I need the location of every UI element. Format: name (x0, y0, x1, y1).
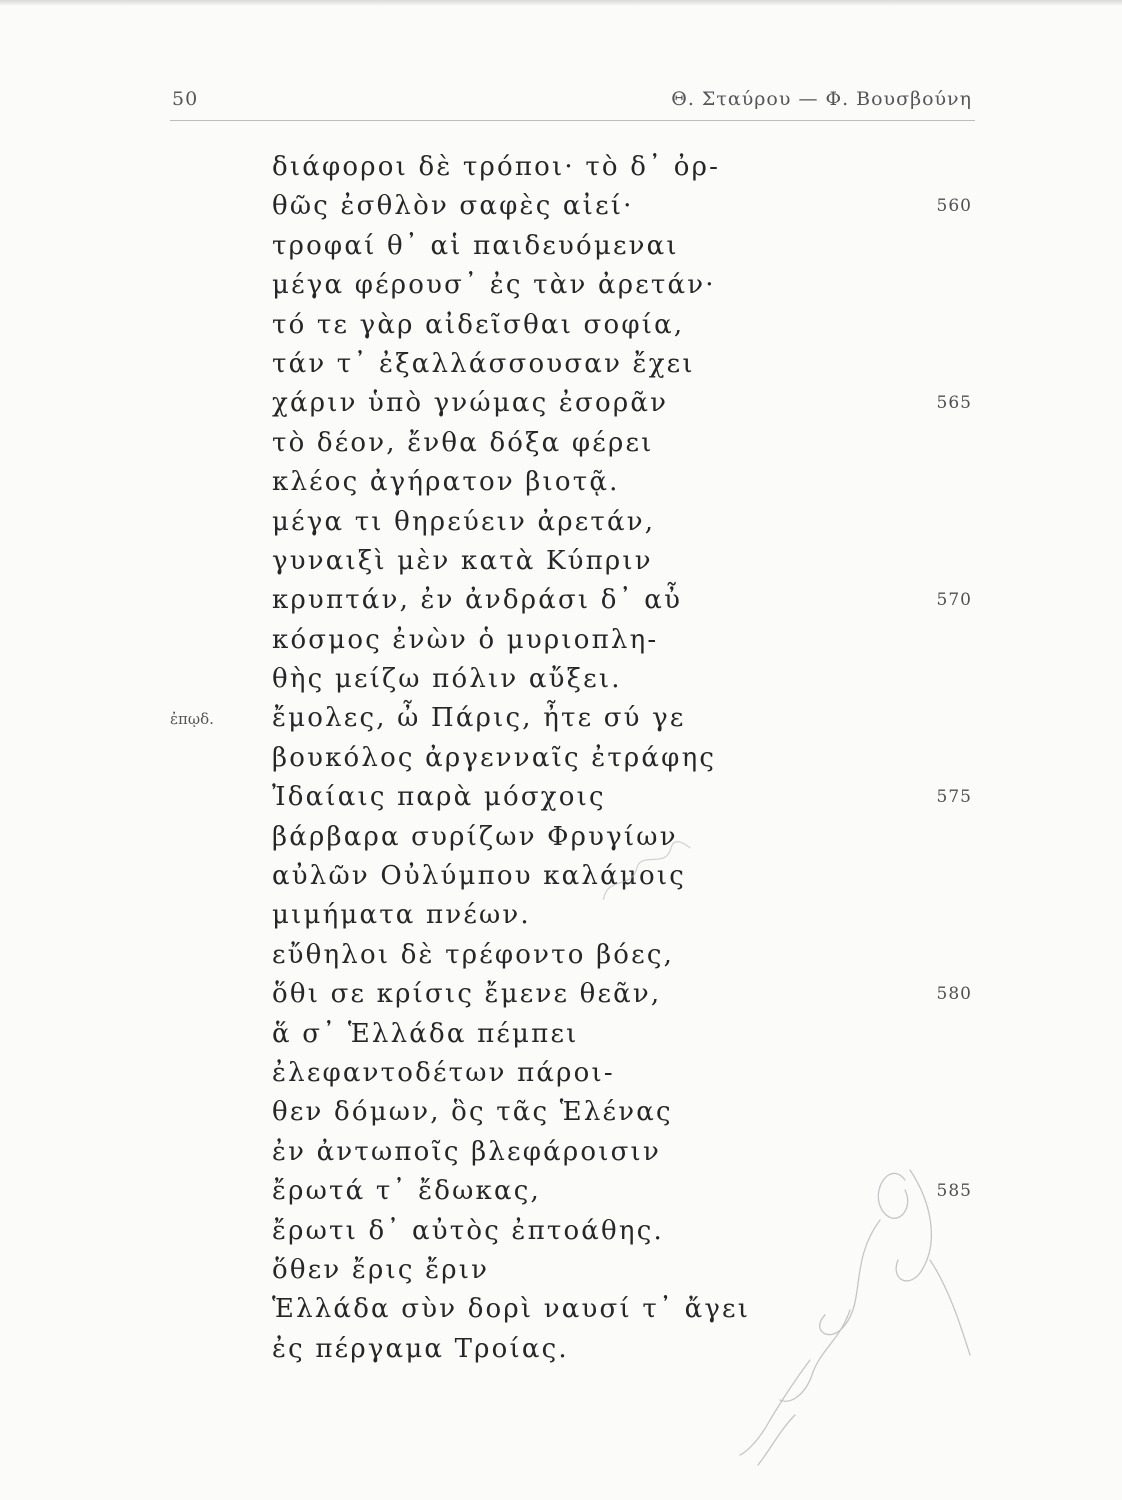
verse-text: βουκόλος ἀργενναῖς ἐτράφης (272, 742, 717, 773)
verse-text: κλέος ἀγήρατον βιοτᾷ. (272, 467, 620, 498)
page-number: 50 (172, 88, 199, 110)
verse-text: κόσμος ἐνὼν ὁ μυριοπλη- (272, 624, 659, 655)
verse-text: μιμήματα πνέων. (272, 900, 531, 931)
verse-line (0, 818, 1122, 857)
verse-text: Ἑλλάδα σὺν δορὶ ναυσί τ᾽ ἄγει (272, 1294, 751, 1325)
verse-line (0, 1133, 1122, 1172)
verse-text: μέγα φέρουσ᾽ ἐς τὰν ἀρετάν· (272, 270, 716, 301)
section-label: ἐπῳδ. (170, 710, 214, 729)
verse-line (0, 1251, 1122, 1290)
verse-line (0, 187, 1122, 226)
line-number: 585 (936, 1181, 972, 1202)
verse-text: ἔρωτά τ᾽ ἔδωκας, (272, 1176, 541, 1207)
running-head: Θ. Σταύρου — Φ. Βουσβούνη (671, 88, 972, 110)
header-rule (170, 120, 975, 121)
verse-line (0, 424, 1122, 463)
verse-line (0, 148, 1122, 187)
verse-text: χάριν ὑπὸ γνώμας ἐσορᾶν (272, 388, 669, 419)
verse-line (0, 739, 1122, 778)
verse-line (0, 1212, 1122, 1251)
verse-text: τό τε γὰρ αἰδεῖσθαι σοφία, (272, 309, 685, 340)
verse-line (0, 896, 1122, 935)
line-number: 580 (936, 984, 972, 1005)
line-number: 575 (936, 787, 972, 808)
verse-line (0, 778, 1122, 817)
verse-line (0, 227, 1122, 266)
verse-line (0, 503, 1122, 542)
verse-text: τάν τ᾽ ἐξαλλάσσουσαν ἔχει (272, 348, 695, 379)
line-number: 570 (936, 590, 972, 611)
poem-text (0, 148, 1122, 1369)
verse-line (0, 1330, 1122, 1369)
verse-line (0, 384, 1122, 423)
verse-line (0, 660, 1122, 699)
page-header (0, 0, 1122, 130)
line-number: 565 (936, 393, 972, 414)
verse-text: ὅθι σε κρίσις ἔμενε θεᾶν, (272, 979, 662, 1010)
verse-text: μέγα τι θηρεύειν ἀρετάν, (272, 506, 656, 537)
verse-text: γυναιξὶ μὲν κατὰ Κύπριν (272, 545, 653, 576)
verse-text: ἐν ἀντωποῖς βλεφάροισιν (272, 1136, 661, 1167)
verse-line (0, 306, 1122, 345)
verse-text: κρυπτάν, ἐν ἀνδράσι δ᾽ αὖ (272, 585, 683, 616)
verse-text: αὐλῶν Οὐλύμπου καλάμοις (272, 861, 686, 892)
verse-text: ἐλεφαντοδέτων πάροι- (272, 1057, 615, 1088)
verse-line (0, 266, 1122, 305)
verse-line (0, 857, 1122, 896)
verse-text: τὸ δέον, ἔνθα δόξα φέρει (272, 427, 654, 458)
verse-text: Ἰδαίαις παρὰ μόσχοις (272, 782, 606, 813)
verse-text: εὔθηλοι δὲ τρέφοντο βόες, (272, 939, 675, 970)
verse-line (0, 1290, 1122, 1329)
verse-line (0, 1015, 1122, 1054)
verse-text: ἔρωτι δ᾽ αὐτὸς ἐπτοάθης. (272, 1215, 664, 1246)
verse-text: τροφαί θ᾽ αἱ παιδευόμεναι (272, 230, 679, 261)
verse-text: ὅθεν ἔρις ἔριν (272, 1254, 490, 1285)
verse-text: ἅ σ᾽ Ἑλλάδα πέμπει (272, 1018, 579, 1049)
verse-line (0, 1054, 1122, 1093)
verse-line (0, 975, 1122, 1014)
verse-text: διάφοροι δὲ τρόποι· τὸ δ᾽ ὀρ- (272, 152, 721, 182)
verse-line (0, 542, 1122, 581)
verse-line (0, 699, 1122, 738)
verse-text: θῶς ἐσθλὸν σαφὲς αἰεί· (272, 191, 634, 222)
verse-line (0, 1093, 1122, 1132)
verse-text: θὴς μείζω πόλιν αὔξει. (272, 664, 622, 695)
verse-line (0, 463, 1122, 502)
verse-line (0, 581, 1122, 620)
verse-text: ἐς πέργαμα Τροίας. (272, 1333, 569, 1364)
verse-line (0, 621, 1122, 660)
verse-text: ἔμολες, ὦ Πάρις, ἦτε σύ γε (272, 703, 686, 734)
verse-text: θεν δόμων, ὃς τᾶς Ἑλένας (272, 1097, 673, 1128)
verse-line (0, 345, 1122, 384)
verse-line (0, 936, 1122, 975)
verse-text: βάρβαρα συρίζων Φρυγίων (272, 821, 678, 852)
line-number: 560 (936, 196, 972, 217)
verse-line (0, 1172, 1122, 1211)
